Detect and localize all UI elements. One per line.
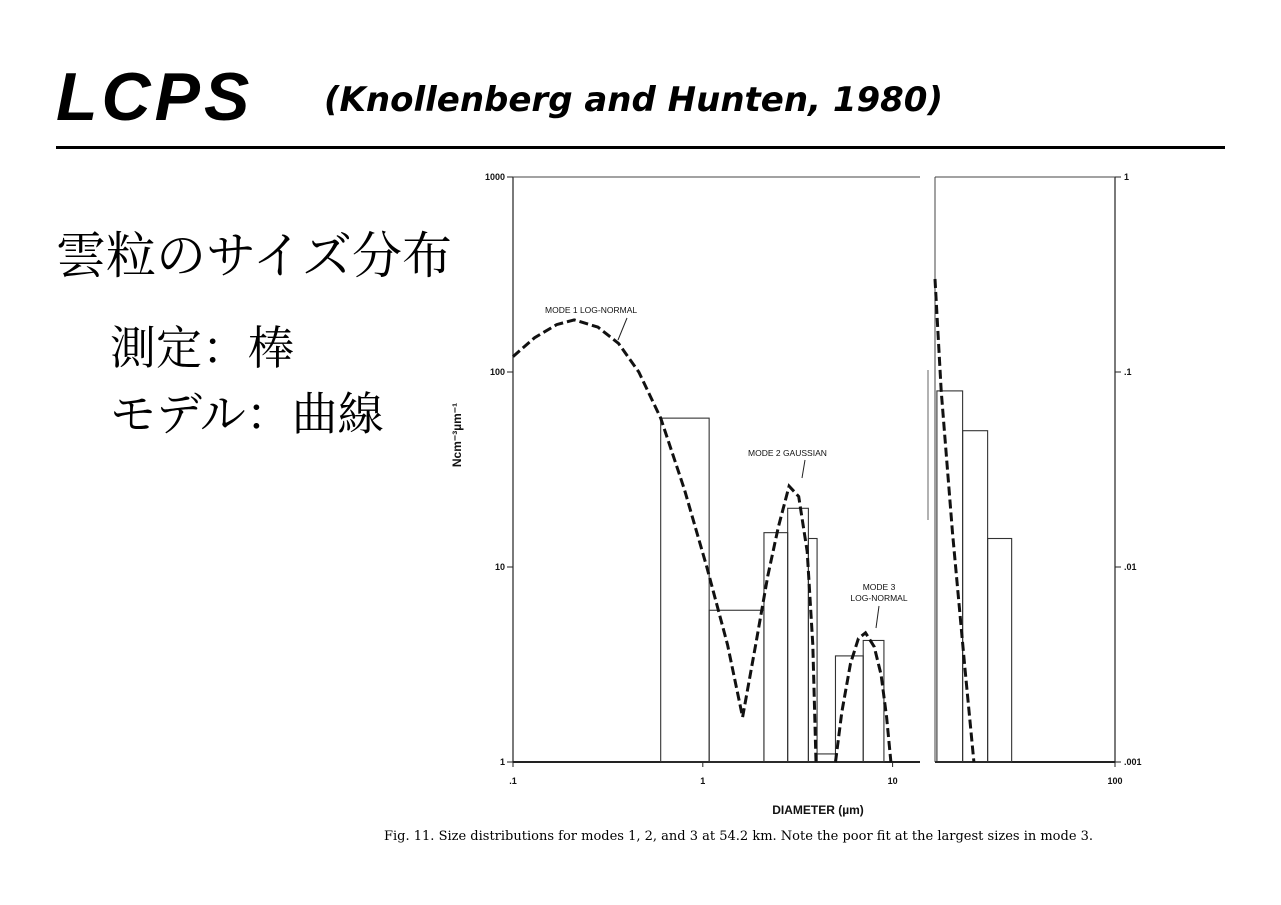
mode2-annotation: MODE 2 GAUSSIAN — [748, 448, 827, 458]
measured-bar — [863, 640, 884, 762]
y-tick-label-left: 100 — [489, 367, 505, 377]
mode3-leader — [876, 606, 879, 628]
x-tick-label: 100 — [1107, 776, 1123, 786]
title-divider — [56, 146, 1225, 149]
x-tick-label: 1 — [700, 776, 706, 786]
y-tick-label-left: 1000 — [484, 172, 505, 182]
measured-bar — [764, 533, 788, 762]
mode2-curve — [743, 486, 816, 762]
mode3-annotation-line1: MODE 3 — [862, 582, 896, 592]
bullet-sub-model: モデル：曲線 — [110, 387, 384, 441]
x-tick-label: .1 — [509, 776, 517, 786]
y-tick-label-left: 1 — [499, 757, 505, 767]
figure-caption: Fig. 11. Size distributions for modes 1, 2, and 3 at 54.2 km. Note the poor fit at the largest sizes in mode 3. — [384, 829, 1094, 844]
x-tick-label: 10 — [887, 776, 898, 786]
mode1-annotation: MODE 1 LOG-NORMAL — [545, 305, 638, 315]
y-tick-label-right: .01 — [1124, 562, 1137, 572]
y-tick-label-right: .001 — [1124, 757, 1142, 767]
bullet-sub-measured: 測定：棒 — [110, 321, 294, 375]
measured-bar — [937, 391, 963, 762]
mode2-leader — [802, 460, 805, 478]
measured-bar — [988, 539, 1012, 762]
mode3-annotation-line2: LOG-NORMAL — [850, 593, 908, 603]
size-distribution-chart — [420, 160, 1260, 850]
y-tick-label-right: 1 — [1124, 172, 1130, 182]
slide-subtitle: (Knollenberg and Hunten, 1980) — [324, 80, 943, 120]
mode3-curve-right — [935, 279, 974, 762]
bullet-main: 雲粒のサイズ分布 — [56, 227, 452, 285]
measured-bar — [817, 754, 835, 762]
y-tick-label-left: 10 — [494, 562, 505, 572]
y-tick-label-right: .1 — [1124, 367, 1132, 377]
y-axis-title: Ncm⁻³µm⁻¹ — [450, 402, 464, 468]
mode1-curve — [513, 320, 743, 717]
measured-bar — [963, 431, 988, 762]
x-axis-title: DIAMETER (µm) — [772, 803, 864, 817]
mode1-leader — [618, 318, 627, 340]
measured-bar — [661, 418, 709, 762]
size-distribution-figure — [420, 160, 1260, 850]
slide-title: LCPS — [56, 59, 254, 135]
